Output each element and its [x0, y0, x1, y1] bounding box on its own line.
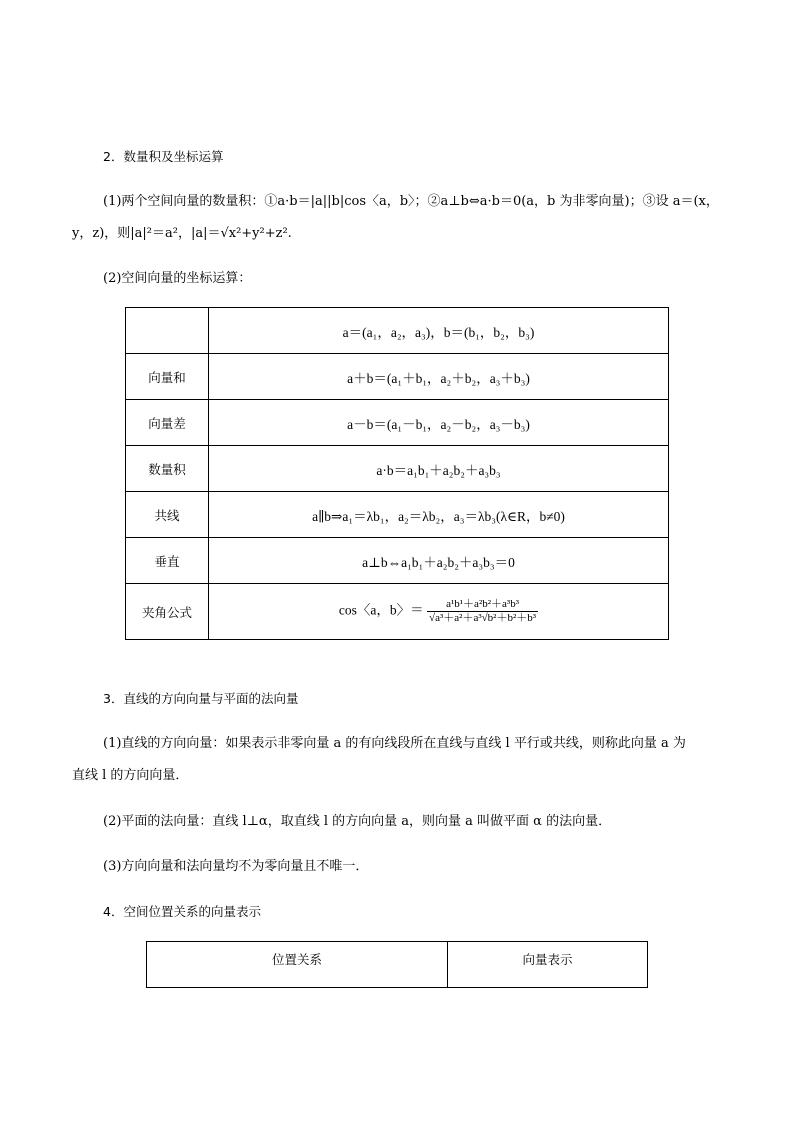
- column-header-position-relation: 位置关系: [147, 942, 448, 988]
- section-3-paragraph-1-line-1: (1)直线的方向向量：如果表示非零向量 a 的有向线段所在直线与直线 l 平行或共线，则称此向量 a 为: [103, 736, 686, 751]
- row-formula: a∥b⇒a₁＝λb₁，a₂＝λb₂，a₃＝λb₃(λ∈R，b≠0): [209, 492, 669, 538]
- column-header-vector-representation: 向量表示: [448, 942, 648, 988]
- table-header-cell: a＝(a₁，a₂，a₃)，b＝(b₁，b₂，b₃): [209, 308, 669, 354]
- table-row: [126, 354, 669, 400]
- row-label: 向量和: [126, 354, 209, 400]
- table-corner-cell: [126, 308, 209, 354]
- angle-formula-denominator: √a³＋a²＋a³√b²＋b²＋b³: [429, 612, 537, 624]
- table-row: [126, 584, 669, 640]
- angle-formula-numerator: a¹b¹＋a²b²＋a³b³: [427, 598, 538, 612]
- section-3-paragraph-1-line-2: 直线 l 的方向向量．: [72, 768, 189, 783]
- row-formula: a＋b＝(a₁＋b₁，a₂＋b₂，a₃＋b₃): [209, 354, 669, 400]
- table-row: [126, 400, 669, 446]
- section-2-paragraph-2: (2)空间向量的坐标运算：: [103, 271, 252, 286]
- table-row: [126, 446, 669, 492]
- row-label: 夹角公式: [126, 584, 209, 640]
- row-formula: a－b＝(a₁－b₁，a₂－b₂，a₃－b₃): [209, 400, 669, 446]
- row-label: 垂直: [126, 538, 209, 584]
- table-header-row: [126, 308, 669, 354]
- section-2-paragraph-1-line-2: y，z)，则|a|²＝a²，|a|＝√x²+y²+z².: [72, 226, 292, 241]
- angle-formula-prefix: cos〈a，b〉＝: [338, 602, 424, 618]
- section-4-heading: 4．空间位置关系的向量表示: [103, 904, 261, 919]
- row-label: 共线: [126, 492, 209, 538]
- coordinate-operations-table: [125, 307, 669, 640]
- row-formula-angle: [209, 584, 669, 640]
- row-label: 向量差: [126, 400, 209, 446]
- row-formula: a·b＝a₁b₁＋a₂b₂＋a₃b₃: [209, 446, 669, 492]
- row-formula: a⊥b⇔a₁b₁＋a₂b₂＋a₃b₃＝0: [209, 538, 669, 584]
- position-relation-table: [146, 941, 648, 988]
- table-header-row: [147, 942, 648, 988]
- row-label: 数量积: [126, 446, 209, 492]
- section-3-heading: 3．直线的方向向量与平面的法向量: [103, 691, 299, 706]
- table-row: [126, 492, 669, 538]
- angle-formula-fraction: [427, 598, 538, 625]
- section-2-heading: 2．数量积及坐标运算: [103, 149, 224, 164]
- table-row: [126, 538, 669, 584]
- section-2-paragraph-1-line-1: (1)两个空间向量的数量积：①a·b＝|a||b|cos〈a，b〉；②a⊥b⇔a·b＝0(a，b 为非零向量)；③设 a＝(x，: [103, 194, 719, 209]
- section-3-paragraph-3: (3)方向向量和法向量均不为零向量且不唯一．: [103, 859, 369, 874]
- section-3-paragraph-2: (2)平面的法向量：直线 l⊥α，取直线 l 的方向向量 a，则向量 a 叫做平面 α 的法向量．: [103, 814, 612, 829]
